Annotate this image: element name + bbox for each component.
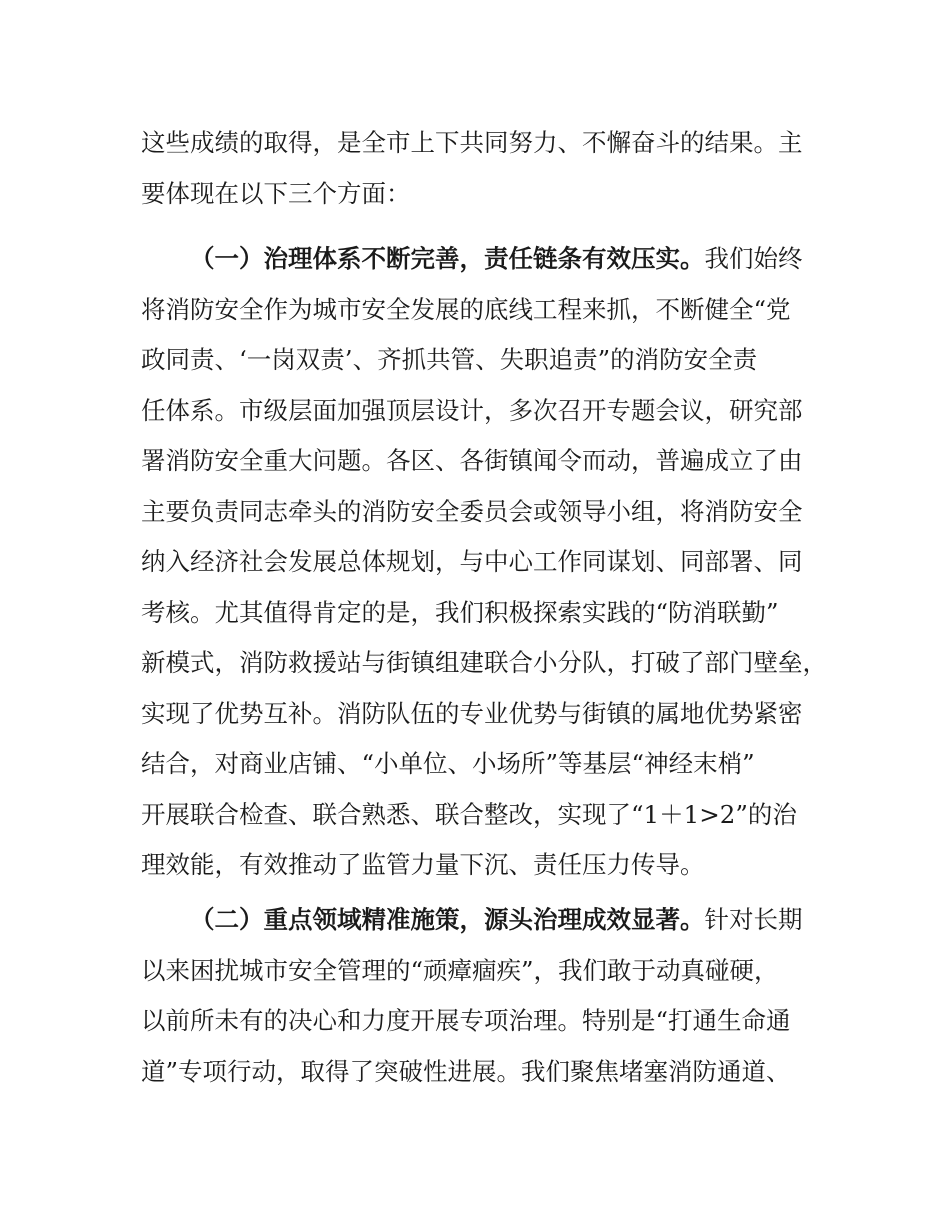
paragraph-line: 理效能，有效推动了监管力量下沉、责任压力传导。 [141, 850, 705, 879]
paragraph-line: 要体现在以下三个方面： [141, 178, 411, 208]
paragraph-intro [141, 118, 816, 219]
paragraph-line: 这些成绩的取得，是全市上下共同努力、不懈奋斗的结果。主 [141, 128, 803, 157]
paragraph-section-1 [141, 234, 827, 891]
paragraph-first-line [141, 895, 816, 946]
paragraph-line: 主要负责同志牵头的消防安全委员会或领导小组，将消防安全 [141, 496, 803, 526]
paragraph-line: 开展联合检查、联合熟悉、联合整改，实现了“1＋1>2”的治 [141, 799, 797, 829]
paragraph-line: 任体系。市级层面加强顶层设计，多次召开专题会议，研究部 [141, 395, 803, 425]
paragraph-line: 纳入经济社会发展总体规划，与中心工作同谋划、同部署、同 [141, 547, 803, 576]
paragraph-line: 实现了优势互补。消防队伍的专业优势与街镇的属地优势紧密 [141, 698, 803, 728]
paragraph-line: 结合，对商业店铺、“小单位、小场所”等基层“神经末梢” [141, 749, 755, 778]
paragraph-line: 以来困扰城市安全管理的“顽瘴痼疾”，我们敢于动真碰硬， [141, 955, 779, 985]
paragraph-line: 政同责、‘一岗双责’、齐抓共管、失职追责”的消防安全责 [141, 345, 758, 374]
section-heading: （二）重点领域精准施策，源头治理成效显著。 [190, 905, 705, 934]
paragraph-line: 考核。尤其值得肯定的是，我们积极探索实践的“防消联勤” [141, 597, 779, 627]
paragraph-line: 将消防安全作为城市安全发展的底线工程来抓，不断健全“党 [141, 294, 791, 324]
paragraph-section-2 [141, 895, 816, 1097]
paragraph-line: 道”专项行动，取得了突破性进展。我们聚焦堵塞消防通道、 [141, 1056, 791, 1086]
paragraph-text: 我们始终 [704, 244, 803, 273]
paragraph-first-line [141, 234, 816, 285]
paragraph-line: 以前所未有的决心和力度开展专项治理。特别是“打通生命通 [141, 1006, 791, 1035]
paragraph-line: 新模式，消防救援站与街镇组建联合小分队，打破了部门壁垒， [141, 648, 827, 677]
paragraph-text: 针对长期 [704, 905, 803, 934]
section-heading: （一）治理体系不断完善，责任链条有效压实。 [190, 244, 705, 273]
paragraph-line: 署消防安全重大问题。各区、各街镇闻令而动，普遍成立了由 [141, 446, 803, 475]
